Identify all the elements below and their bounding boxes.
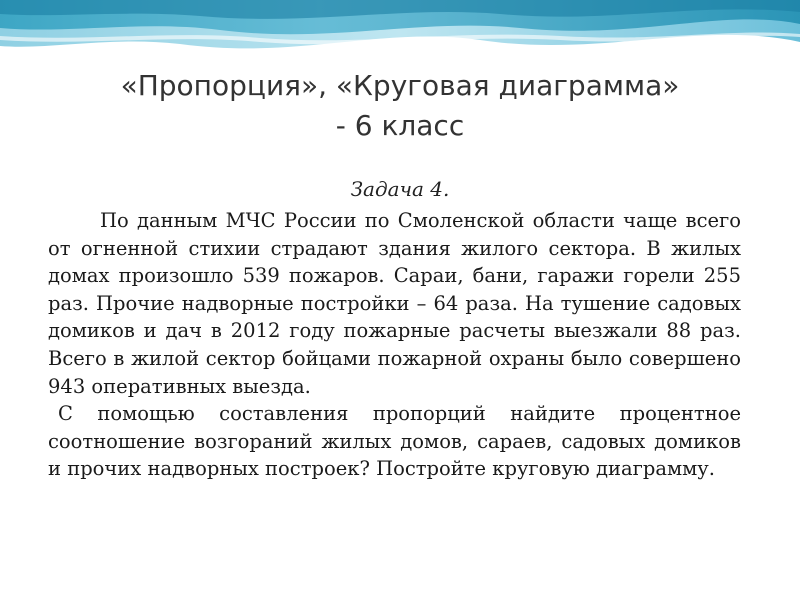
- slide-title: [60, 66, 740, 146]
- header-wave-decoration: [0, 0, 800, 75]
- task-paragraph-2: С помощью составления пропорций найдите процентное соотношение возгораний жилых домов, сараев, садовых домиков и прочих надворных построек? Постройте круговую диаграмму.: [48, 402, 741, 481]
- slide-title-line-1: «Пропорция», «Круговая диаграмма»: [120, 69, 680, 102]
- task-body: [48, 207, 741, 483]
- slide-title-line-2: - 6 класс: [335, 109, 465, 142]
- task-heading: Задача 4.: [350, 177, 450, 201]
- task-paragraph-1: По данным МЧС России по Смоленской области чаще всего от огненной стихии страдают здания жилого сектора. В жилых домах произошло 539 пожаров. Сараи, бани, гаражи горели 255 раз. Прочие надворные постройки – 64 раза. На тушение садовых домиков и дач в 2012 году пожарные расчеты выезжали 88 раз. Всего в жилой сектор бойцами пожарной охраны было совершено 943 оперативных выезда.: [48, 209, 741, 398]
